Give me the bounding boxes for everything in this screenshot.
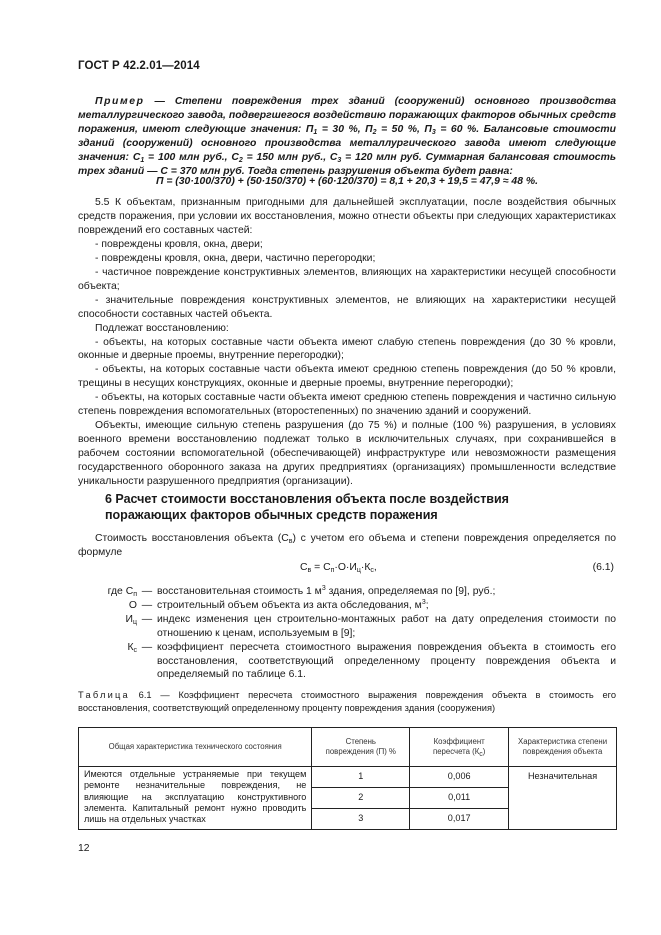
definition-row — [78, 599, 616, 613]
paragraph-5-5: 5.5 К объектам, признанным пригодными для дальнейшей эксплуатации, после воздействия обычных средств поражения, при условии их восстановления, можно отнести объекты при следующих характеристиках повреждений его составных частей: — [78, 197, 616, 236]
subscript: ц — [356, 567, 361, 574]
list-item: - значительные повреждения конструктивных элементов, не влияющих на характеристики несущей способности составных частей объекта. — [78, 294, 616, 320]
def-text-part: строительный объем объекта из акта обследования, м — [157, 599, 422, 611]
example-label: Пример — [95, 96, 145, 107]
section-title-line: 6 Расчет стоимости восстановления объекта после воздействия — [105, 492, 509, 506]
formula-part: , — [373, 562, 377, 573]
definition-row — [78, 585, 616, 599]
paragraph: Подлежат восстановлению: — [95, 322, 229, 334]
definition-row — [78, 641, 616, 683]
definition-symbol — [78, 641, 137, 683]
header-general-state: Общая характеристика технического состояния — [79, 728, 312, 767]
superscript: 3 — [421, 598, 426, 606]
formula-part: С — [300, 562, 308, 573]
definition-symbol — [78, 585, 137, 599]
subscript: 1 — [140, 156, 145, 164]
table-caption-label: Таблица — [78, 690, 130, 700]
definition-text — [157, 585, 616, 599]
subscript: 2 — [372, 128, 377, 136]
example-text: — Степени повреждения трех зданий (сооружений) основного производства металлургического завода, подвергшегося воздействию поражающих факторов обычных средств поражения, имеют следующие значения: П — [78, 96, 616, 135]
subscript: в — [307, 567, 312, 574]
example-text: = 50 %, П — [376, 123, 432, 135]
header-text: Коэффициент пересчета (К — [432, 737, 485, 756]
formula-part: ·О·И — [334, 562, 357, 573]
def-text-part: ; — [425, 599, 429, 611]
document-header: ГОСТ Р 42.2.01—2014 — [78, 60, 200, 72]
formula-part: = С — [311, 562, 331, 573]
list-item: - частичное повреждение конструктивных элементов, влияющих на характеристики несущей способности объекта; — [78, 266, 616, 292]
def-text-part: здания, определяемая по [9], руб.; — [325, 586, 496, 597]
coef-cell: 0,017 — [410, 809, 509, 830]
subscript: с — [370, 567, 374, 574]
list-item: - повреждены кровля, окна, двери; — [95, 238, 263, 250]
definition-row — [78, 613, 616, 641]
symbol-text: К — [127, 641, 134, 653]
example-text: = 30 %, П — [317, 123, 373, 135]
example-paragraph — [78, 95, 616, 178]
list-item: - повреждены кровля, окна, двери, частично перегородки; — [95, 252, 376, 264]
formula-destruction-degree: П = (30·100/370) + (50·150/370) + (60·120/370) = 8,1 + 20,3 + 19,5 = 47,9 ≈ 48 %. — [155, 176, 539, 187]
subscript: п — [330, 567, 335, 574]
subscript: 3 — [431, 128, 436, 136]
header-coefficient — [410, 728, 509, 767]
definition-dash: — — [141, 613, 153, 625]
subscript: в — [288, 538, 293, 545]
degree-cell: 2 — [312, 788, 410, 809]
superscript: 3 — [321, 585, 326, 592]
state-description: Имеются отдельные устраняемые при текущем ремонте незначительные повреждения, не влияющие на эксплуатацию конструктивного элемента. Капитальный ремонт нужно проводить лишь на отдельных участках — [79, 767, 312, 830]
symbol-text: И — [125, 613, 133, 625]
example-text: = 100 млн руб., С — [144, 151, 239, 163]
subscript: с — [479, 751, 483, 758]
def-text-part: восстановительная стоимость 1 м — [157, 586, 322, 597]
symbol-text: где С — [107, 586, 134, 597]
intro-text: ) с учетом его объема и степени повреждения определяется по формуле — [78, 533, 616, 558]
table-caption-text: 6.1 — Коэффициент пересчета стоимостного выражения повреждения объекта в стоимость его восстановления, соответствующий определенному проценту повреждения здания (сооружения) — [78, 690, 616, 713]
section-6-title — [105, 491, 605, 523]
example-text: = 120 млн руб. Суммарная балансовая стоимость трех зданий — С = 370 млн руб. Тогда степень разрушения объекта будет равна: — [78, 151, 616, 177]
list-item: - объекты, на которых составные части объекта имеют слабую степень повреждения (до 30 % кровли, оконные и дверные проемы, внутренние перегородки); — [78, 336, 616, 362]
list-item: - объекты, на которых составные части объекта имеют среднюю степень повреждения и частично сильную степень повреждения вспомогательных (второстепенных) по значению зданий и сооружений. — [78, 392, 616, 418]
formula-part: ·К — [360, 562, 371, 573]
header-text: ) — [482, 747, 486, 756]
definition-dash: — — [141, 599, 153, 611]
section-title-line: поражающих факторов обычных средств поражения — [105, 508, 438, 522]
subscript: 2 — [238, 156, 243, 164]
definition-text: индекс изменения цен строительно-монтажных работ на дату определения стоимости по отношению к ценам, используемым в [9]; — [157, 613, 616, 639]
coef-cell: 0,006 — [410, 767, 509, 788]
paragraph: Объекты, имеющие сильную степень разрушения (до 75 %) и полные (100 %) разрушения, в условиях военного времени восстановлению подлежат только в исключительных случаях, при сохранившейся в рабочем состоянии вспомогательной (обеспечивающей) инфраструктуре или невозможности размещения государственного оборонного заказа на других предприятиях (организациях) промышленности вследствие уникальности разрушенного предприятия (организации). — [78, 420, 616, 488]
subscript: 3 — [337, 156, 342, 164]
formula-intro — [78, 532, 616, 560]
definition-text — [157, 599, 616, 613]
page-number: 12 — [78, 843, 90, 854]
subscript: ц — [132, 618, 137, 626]
category-cell: Незначительная — [509, 767, 617, 830]
list-item: - объекты, на которых составные части объекта имеют среднюю степень повреждения (до 50 % кровли, трещины в несущих конструкциях, оконные и дверные проемы, внутренние перегородки); — [78, 364, 616, 390]
coefficient-table — [78, 727, 617, 830]
example-text: = 60 %. Балансовые стоимости зданий (сооружений) основного производства металлургического завода имеют следующие значения: С — [78, 123, 617, 163]
intro-text: Стоимость восстановления объекта (С — [95, 533, 289, 544]
degree-cell: 3 — [312, 809, 410, 830]
formula-definitions — [78, 585, 616, 682]
definition-text: коэффициент пересчета стоимостного выражения повреждения объекта в стоимость его восстановления, соответствующий определенному проценту повреждения объекта и определяемый по таблице 6.1. — [157, 641, 616, 681]
definition-dash: — — [141, 586, 153, 597]
header-damage-degree: Степень повреждения (П) % — [312, 728, 410, 767]
table-row — [79, 767, 617, 788]
degree-cell: 1 — [312, 767, 410, 788]
definition-symbol — [78, 613, 137, 641]
coef-cell: 0,011 — [410, 788, 509, 809]
example-text: = 150 млн руб., С — [242, 151, 338, 163]
subscript: п — [133, 591, 137, 598]
formula-6-1 — [300, 562, 377, 573]
table-header-row — [79, 728, 617, 767]
definition-dash: — — [141, 641, 153, 653]
table-caption — [78, 689, 616, 714]
subscript: 1 — [313, 128, 318, 136]
body-text — [78, 196, 616, 489]
definition-symbol: О — [128, 599, 137, 611]
formula-number: (6.1) — [592, 562, 614, 573]
header-damage-characteristic: Характеристика степени повреждения объекта — [509, 728, 617, 767]
subscript: с — [133, 646, 137, 654]
